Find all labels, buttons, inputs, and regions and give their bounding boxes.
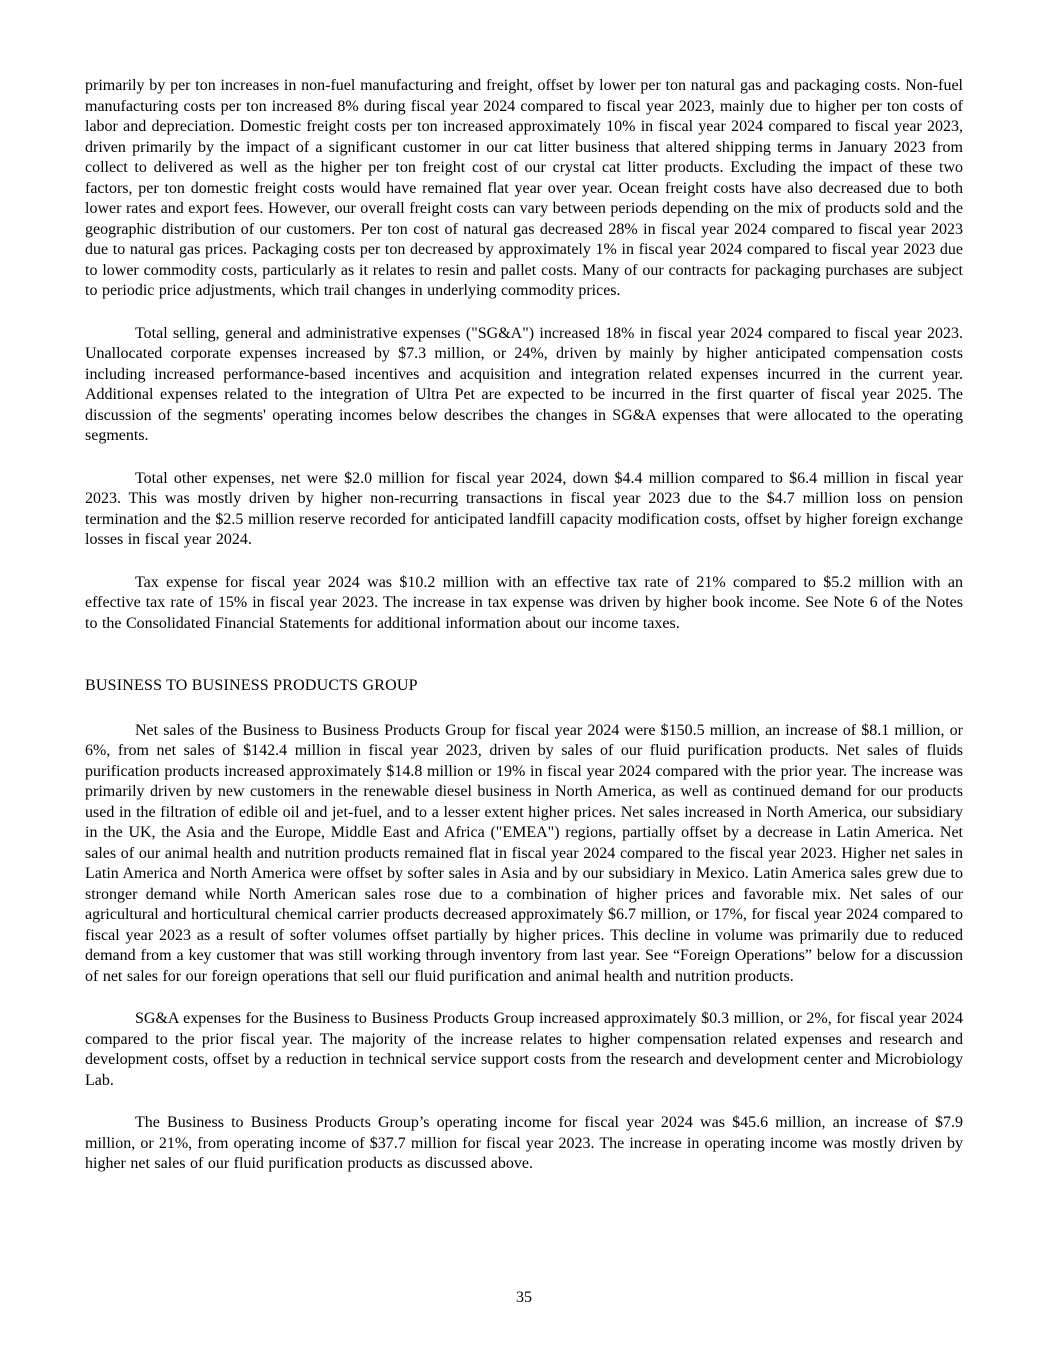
paragraph-sga-expenses: Total selling, general and administrative expenses ("SG&A") increased 18% in fiscal year 2024 compared to fiscal year 2023. Unallocated corporate expenses increased by $7.3 million, or 24%, driven by mainly by higher anticipated compensation costs including increased performance-based incentives and acquisition and integration related expenses incurred in the current year. Additional expenses related to the integration of Ultra Pet are expected to be incurred in the first quarter of fiscal year 2025. The discussion of the segments' operating incomes below describes the changes in SG&A expenses that were allocated to the operating segments. <box>85 324 963 444</box>
section-heading-business-to-business: BUSINESS TO BUSINESS PRODUCTS GROUP <box>85 677 418 694</box>
paragraph-b2b-sga-expenses: SG&A expenses for the Business to Business Products Group increased approximately $0.3 million, or 2%, for fiscal year 2024 compared to the prior fiscal year. The majority of the increase relates to higher compensation related expenses and research and development costs, offset by a reduction in technical service support costs from the research and development center and Microbiology Lab. <box>85 1010 963 1089</box>
page-number: 35 <box>516 1289 532 1306</box>
page-content <box>85 76 963 1197</box>
paragraph-tax-expense: Tax expense for fiscal year 2024 was $10.2 million with an effective tax rate of 21% compared to $5.2 million with an effective tax rate of 15% in fiscal year 2023. The increase in tax expense was driven by higher book income. See Note 6 of the Notes to the Consolidated Financial Statements for additional information about our income taxes. <box>85 573 963 632</box>
paragraph-b2b-operating-income: The Business to Business Products Group’s operating income for fiscal year 2024 was $45.6 million, an increase of $7.9 million, or 21%, from operating income of $37.7 million for fiscal year 2023. The increase in operating income was mostly driven by higher net sales of our fluid purification products as discussed above. <box>85 1114 963 1172</box>
paragraph-total-other-expenses: Total other expenses, net were $2.0 million for fiscal year 2024, down $4.4 million compared to $6.4 million in fiscal year 2023. This was mostly driven by higher non-recurring transactions in fiscal year 2023 due to the $4.7 million loss on pension termination and the $2.5 million reserve recorded for anticipated landfill capacity modification costs, offset by higher foreign exchange losses in fiscal year 2024. <box>85 469 963 548</box>
paragraph-b2b-net-sales: Net sales of the Business to Business Products Group for fiscal year 2024 were $150.5 million, an increase of $8.1 million, or 6%, from net sales of $142.4 million in fiscal year 2023, driven by sales of our fluid purification products. Net sales of fluids purification products increased approximately $14.8 million or 19% in fiscal year 2024 compared with the prior year. The increase was primarily driven by new customers in the renewable diesel business in North America, as well as continued demand for our products used in the filtration of edible oil and jet-fuel, and to a lesser extent higher prices. Net sales increased in North America, our subsidiary in the UK, the Asia and the Europe, Middle East and Africa ("EMEA") regions, partially offset by a decrease in Latin America. Net sales of our animal health and nutrition products remained flat in fiscal year 2024 compared to the fiscal year 2023. Higher net sales in Latin America and North America were offset by softer sales in Asia and by our subsidiary in Mexico. Latin America sales grew due to stronger demand while North American sales rose due to a combination of higher prices and favorable mix. Net sales of our agricultural and horticultural chemical carrier products decreased approximately $6.7 million, or 17%, for fiscal year 2024 compared to fiscal year 2023 as a result of softer volumes offset partially by higher prices. This decline in volume was primarily due to reduced demand from a key customer that was still working through inventory from last year. See “Foreign Operations” below for a discussion of net sales for our foreign operations that sell our fluid purification and animal health and nutrition products. <box>85 721 963 985</box>
paragraph-manufacturing-freight-costs: primarily by per ton increases in non-fuel manufacturing and freight, offset by lower per ton natural gas and packaging costs. Non-fuel manufacturing costs per ton increased 8% during fiscal year 2024 compared to fiscal year 2023, mainly due to higher per ton costs of labor and depreciation. Domestic freight costs per ton increased approximately 10% in fiscal year 2024 compared to fiscal year 2023, driven primarily by the impact of a significant customer in our cat litter business that altered shipping terms in January 2023 from collect to delivered as well as the higher per ton freight cost of our crystal cat litter products. Excluding the impact of these two factors, per ton domestic freight costs would have remained flat year over year. Ocean freight costs have also decreased due to both lower rates and export fees. However, our overall freight costs can vary between periods depending on the mix of products sold and the geographic distribution of our customers. Per ton cost of natural gas decreased 28% in fiscal year 2024 compared to fiscal year 2023 due to natural gas prices. Packaging costs per ton decreased by approximately 1% in fiscal year 2024 compared to fiscal year 2023 due to lower commodity costs, particularly as it relates to resin and pallet costs. Many of our contracts for packaging purchases are subject to periodic price adjustments, which trail changes in underlying commodity prices. <box>85 77 963 299</box>
